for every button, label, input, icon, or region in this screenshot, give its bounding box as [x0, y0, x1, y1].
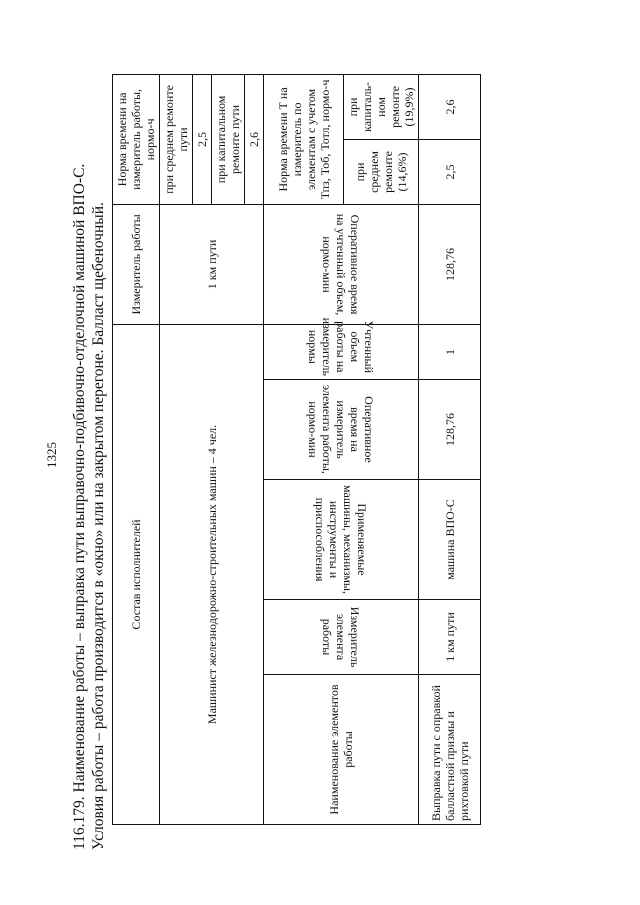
cell-norm-avg: 2,5 [419, 139, 481, 204]
header-element-name [264, 675, 419, 825]
heading-line-conditions: Условия работы – работа производится в «окно» или на закрытом перегоне. Балласт щебеночный. [90, 202, 107, 850]
header-composition: Состав исполнителей [113, 324, 160, 824]
norm-table [112, 74, 481, 825]
header-machines-text: Применяемые машины, механизмы, инструменты и приспособления [313, 485, 369, 594]
section-heading [70, 50, 108, 850]
data-row [419, 74, 481, 824]
element-header-row [264, 74, 344, 824]
rotated-page-content [70, 50, 640, 850]
cell-element-name: Выправка пути с оправкой балластной призмы и рихтовкой пути [419, 675, 481, 825]
header-norm: Норма времени на измеритель работы, нормо-ч [113, 74, 160, 204]
header-norm-T: Норма времени Т на измеритель по элементам с учетом Тпз, Тоб, Тотл, нормо-ч [264, 74, 344, 204]
header-row-avg [160, 74, 193, 824]
meter-value: 1 км пути [160, 204, 264, 324]
header-machines [264, 480, 419, 600]
header-counted-volume [264, 317, 419, 379]
header-sub-avg: при среднем ремонте (14,6%) [344, 139, 419, 204]
header-element-name-text: Наименование элементов работы [327, 684, 355, 815]
header-op-time-element [264, 380, 419, 480]
value-cap-repair: 2,6 [245, 74, 264, 204]
header-counted-volume-text: Учтенный объем работы на измеритель нормы [306, 317, 376, 377]
header-op-time-counted-text: Оперативное время на учтенный объем, нормо-мин [320, 213, 362, 316]
cell-op-time-counted: 128,76 [419, 204, 481, 324]
header-element-meter [264, 600, 419, 675]
header-row-top [113, 74, 160, 824]
value-avg-repair: 2,5 [193, 74, 212, 204]
header-element-meter-text: Измеритель элемента работы [320, 606, 362, 668]
heading-line-title: 116.179. Наименование работы – выправка пути выправочно-подбивочно-отделочной машиной ВПО-С. [71, 163, 88, 850]
cell-op-time: 128,76 [419, 380, 481, 480]
header-sub-cap: при капиталь-ном ремонте (19,9%) [344, 74, 419, 139]
header-op-time-element-text: Оперативное время на измеритель элемента работы, нормо-мин [306, 385, 376, 474]
cell-element-meter: 1 км пути [419, 600, 481, 675]
composition-value: Машинист железнодорожно-строительных машин – 4 чел. [160, 324, 264, 824]
cell-machine: машина ВПО-С [419, 480, 481, 600]
header-op-time-counted [264, 204, 419, 324]
page-number: 1325 [44, 442, 59, 468]
cell-volume: 1 [419, 324, 481, 379]
header-avg-repair: при среднем ремонте пути [160, 74, 193, 204]
header-meter: Измеритель работы [113, 204, 160, 324]
header-cap-repair: при капитальном ремонте пути [212, 74, 245, 204]
cell-norm-cap: 2,6 [419, 74, 481, 139]
